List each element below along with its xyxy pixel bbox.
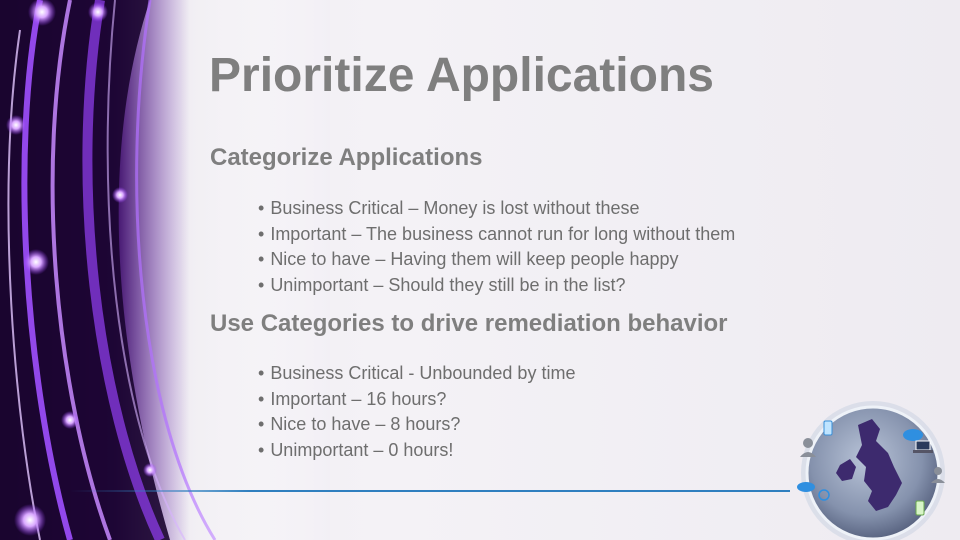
categorize-bullet-list bbox=[258, 196, 735, 298]
section-heading-remediation: Use Categories to drive remediation behavior bbox=[210, 310, 728, 337]
bullet-item: • Important – 16 hours? bbox=[258, 388, 447, 409]
bullet-item: • Nice to have – 8 hours? bbox=[258, 414, 461, 434]
bullet-item: • Business Critical – Money is lost without these bbox=[258, 198, 640, 218]
bullet-item: • Nice to have – Having them will keep people happy bbox=[258, 249, 679, 269]
remediation-bullet-list bbox=[258, 361, 575, 463]
bullet-item: • Unimportant – Should they still be in the list? bbox=[258, 274, 626, 295]
bullet-item: • Unimportant – 0 hours! bbox=[258, 439, 454, 460]
bullet-item: • Business Critical - Unbounded by time bbox=[258, 363, 576, 383]
section-heading-categorize: Categorize Applications bbox=[210, 144, 483, 171]
bullet-item: • Important – The business cannot run for long without them bbox=[258, 223, 736, 244]
slide-title: Prioritize Applications bbox=[209, 49, 714, 102]
globe-illustration bbox=[788, 395, 960, 540]
divider-line bbox=[70, 490, 790, 492]
laptop-icon bbox=[913, 441, 933, 453]
